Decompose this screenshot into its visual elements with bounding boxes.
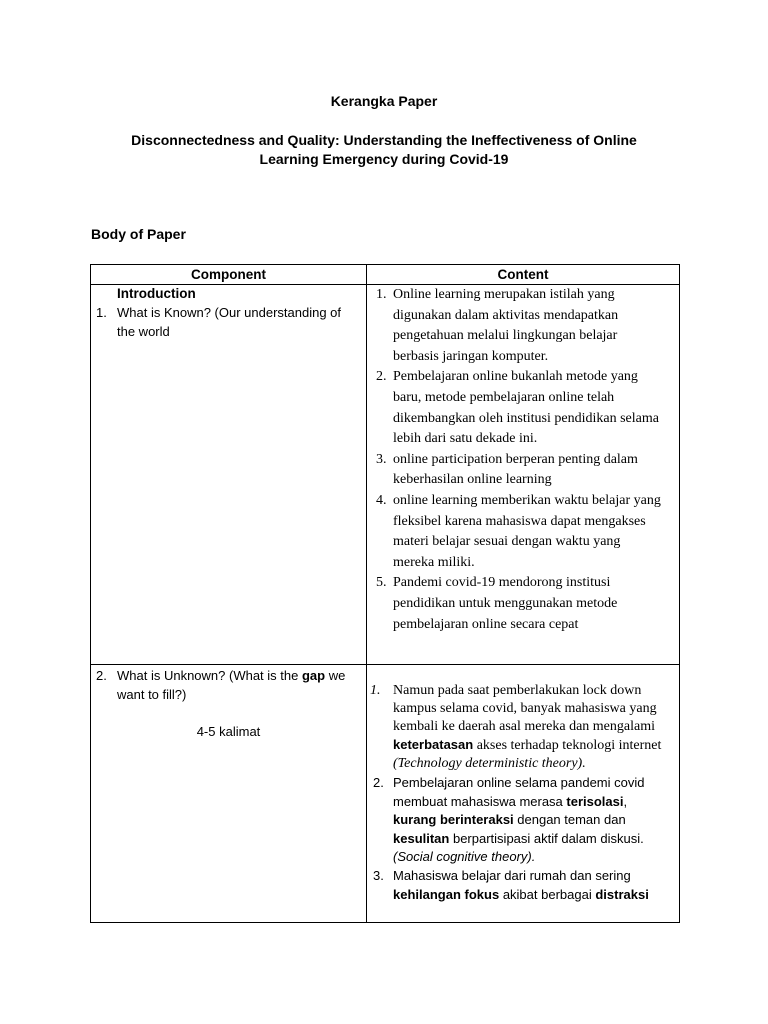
table-header-row xyxy=(91,265,680,285)
list-item xyxy=(367,450,679,491)
list-number: 1. xyxy=(370,683,381,698)
list-item xyxy=(367,682,679,773)
list-text: online learning memberikan waktu belajar yang fleksibel karena mahasiswa dapat mengakses materi belajar sesuai dengan waktu yang mereka miliki. xyxy=(393,492,661,570)
list-item xyxy=(367,367,679,449)
list-text: Online learning merupakan istilah yang digunakan dalam aktivitas mendapatkan pengetahuan melalui lingkungan belajar berbasis jaringan komputer. xyxy=(393,287,619,364)
list-item xyxy=(367,867,679,904)
component-text: What is Known? (Our understanding of the world xyxy=(117,305,342,339)
content-list xyxy=(367,665,679,904)
list-number: 2. xyxy=(376,369,387,385)
list-item xyxy=(367,285,679,367)
component-item xyxy=(91,303,366,341)
component-cell xyxy=(91,665,367,923)
list-number: 4. xyxy=(376,492,387,508)
list-text: online participation berperan penting dalam keberhasilan online learning xyxy=(393,451,638,488)
list-text: Pembelajaran online selama pandemi covid membuat mahasiswa merasa terisolasi, kurang berinteraksi dengan teman dan kesulitan berpartisipasi aktif dalam diskusi. (Social cognitive theory). xyxy=(393,775,645,865)
component-cell xyxy=(91,285,367,665)
introduction-label: Introduction xyxy=(117,286,196,301)
content-list xyxy=(367,285,679,635)
paper-title: Disconnectedness and Quality: Understanding the Ineffectiveness of Online Learning Emergency during Covid-19 xyxy=(131,132,637,167)
list-item xyxy=(367,573,679,635)
table-row xyxy=(91,285,680,665)
content-cell xyxy=(367,665,680,923)
header-content: Content xyxy=(367,265,680,285)
component-item xyxy=(91,666,366,704)
component-text: What is Unknown? (What is the gap we want to fill?) xyxy=(117,668,346,702)
list-text: Mahasiswa belajar dari rumah dan sering kehilangan fokus akibat berbagai distraksi xyxy=(393,867,649,902)
list-item xyxy=(367,491,679,573)
list-number: 3. xyxy=(376,451,387,467)
table-row xyxy=(91,665,680,923)
list-text: Pembelajaran online bukanlah metode yang baru, metode pembelajaran online telah dikembangkan oleh institusi pendidikan selama lebih dari satu dekade ini. xyxy=(393,369,659,447)
list-text: Namun pada saat pemberlakukan lock down kampus selama covid, banyak mahasiswa yang kembali ke daerah asal mereka dan mengalami keterbatasan akses terhadap teknologi internet (Technology deterministic theory). xyxy=(393,683,662,771)
list-number: 2. xyxy=(373,775,384,790)
list-number: 3. xyxy=(373,867,384,883)
section-heading: Body of Paper xyxy=(91,226,186,242)
list-text: Pandemi covid-19 mendorong institusi pendidikan untuk menggunakan metode pembelajaran online secara cepat xyxy=(393,575,618,632)
sentence-count-hint: 4-5 kalimat xyxy=(196,724,261,739)
header-component: Component xyxy=(91,265,367,285)
document-heading: Kerangka Paper xyxy=(330,93,438,109)
list-number: 5. xyxy=(376,575,387,591)
component-number: 1. xyxy=(96,305,107,320)
component-number: 2. xyxy=(96,668,107,683)
content-cell xyxy=(367,285,680,665)
list-number: 1. xyxy=(376,287,387,302)
body-of-paper-table xyxy=(90,264,680,923)
list-item xyxy=(367,774,679,867)
